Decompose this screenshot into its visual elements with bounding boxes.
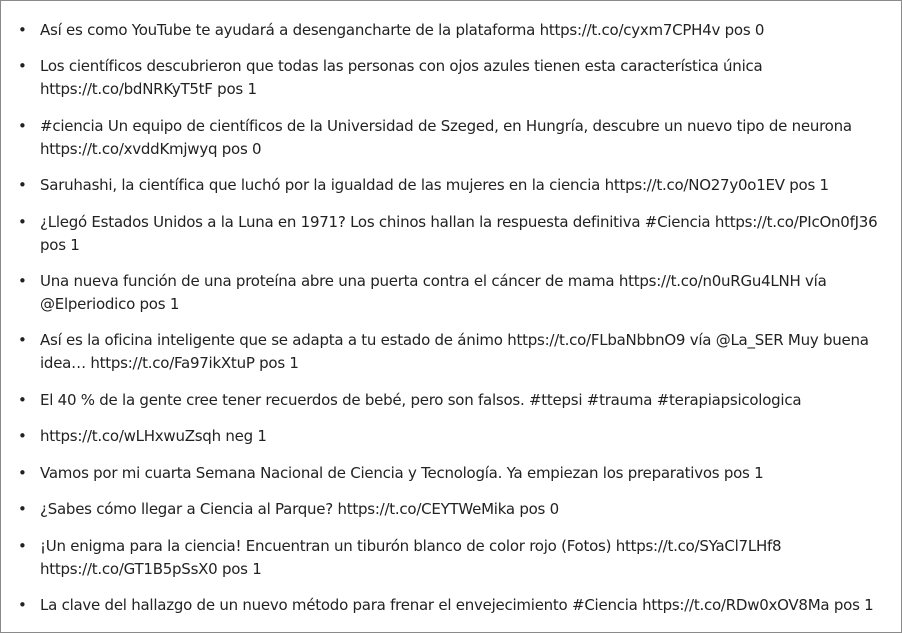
bullet-icon: • [18,117,27,135]
list-item-text: El 40 % de la gente cree tener recuerdos de bebé, pero son falsos. #ttepsi #trauma #terapiapsicologica [40,391,802,409]
bullet-icon: • [18,427,27,445]
list-item-text: https://t.co/wLHxwuZsqh neg 1 [40,427,267,445]
list-item-text: ¡Un enigma para la ciencia! Encuentran un tiburón blanco de color rojo (Fotos) https://t.co/SYaCl7LHf8 https://t.co/GT1B5pSsX0 pos 1 [40,537,782,578]
bullet-icon: • [18,331,27,349]
list-item-text: Así es como YouTube te ayudará a desengancharte de la plataforma https://t.co/cyxm7CPH4v pos 0 [40,21,765,39]
bullet-icon: • [18,537,27,555]
list-item-text: ¿Llegó Estados Unidos a la Luna en 1971? Los chinos hallan la respuesta definitiva #Ciencia https://t.co/PIcOn0fJ36 pos 1 [40,213,878,254]
bullet-icon: • [18,21,27,39]
list-item-text: La clave del hallazgo de un nuevo método para frenar el envejecimiento #Ciencia https://t.co/RDw0xOV8Ma pos 1 [40,596,874,614]
list-item-text: Saruhashi, la científica que luchó por la igualdad de las mujeres en la ciencia https://t.co/NO27y0o1EV pos 1 [40,176,829,194]
list-item-text: Vamos por mi cuarta Semana Nacional de Ciencia y Tecnología. Ya empiezan los preparativos pos 1 [40,464,764,482]
bullet-icon: • [18,464,27,482]
bullet-icon: • [18,596,27,614]
bullet-icon: • [18,272,27,290]
list-item-text: Una nueva función de una proteína abre una puerta contra el cáncer de mama https://t.co/n0uRGu4LNH vía @Elperiodico pos 1 [40,272,827,313]
list-item-text: Así es la oficina inteligente que se adapta a tu estado de ánimo https://t.co/FLbaNbbnO9 vía @La_SER Muy buena idea… https://t.co/Fa97ikXtuP pos 1 [40,331,869,372]
list-item-text: ¿Sabes cómo llegar a Ciencia al Parque? https://t.co/CEYTWeMika pos 0 [40,500,559,518]
bullet-icon: • [18,500,27,518]
bullet-icon: • [18,57,27,75]
list-item-text: Los científicos descubrieron que todas las personas con ojos azules tienen esta característica única https://t.co/bdNRKyT5tF pos 1 [40,57,763,98]
list-item-text: #ciencia Un equipo de científicos de la Universidad de Szeged, en Hungría, descubre un nuevo tipo de neurona https://t.co/xvddKmjwyq pos 0 [40,117,852,158]
bullet-icon: • [18,213,27,231]
bullet-icon: • [18,391,27,409]
bullet-icon: • [18,176,27,194]
